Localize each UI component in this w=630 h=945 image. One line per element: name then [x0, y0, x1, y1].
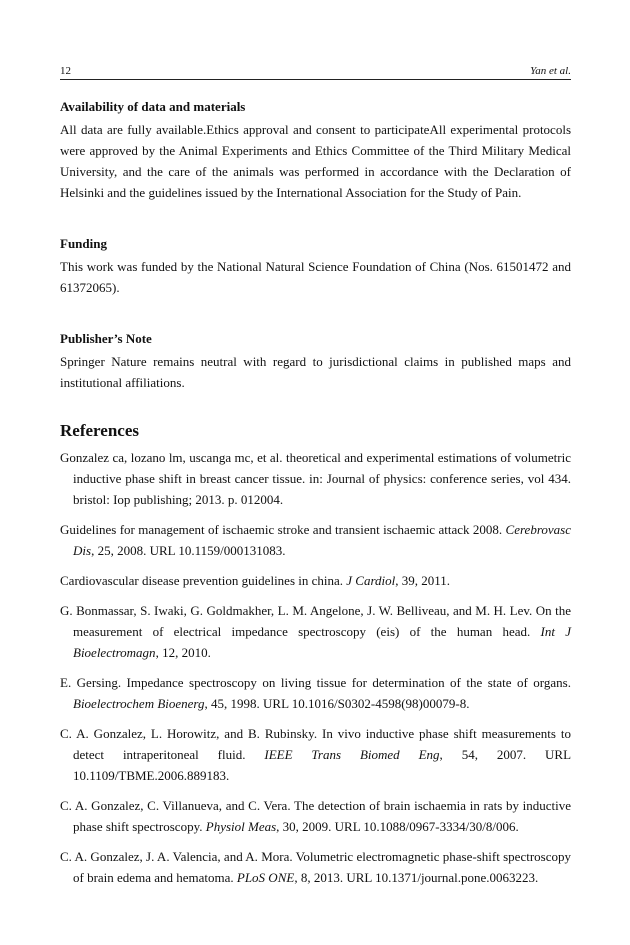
section-paragraph: This work was funded by the National Natural Science Foundation of China (Nos. 61501472 and 61372065). [60, 259, 571, 295]
reference-journal: IEEE Trans Biomed Eng [264, 747, 440, 762]
section-gap [60, 393, 571, 419]
section-availability [60, 97, 571, 203]
running-head [60, 64, 571, 80]
running-author: Yan et al. [530, 65, 571, 77]
section-heading: Publisher’s Note [60, 331, 152, 346]
reference-text: C. A. Gonzalez, C. Villanueva, and C. Vera. The detection of brain ischaemia in rats by inductive phase shift spectroscopy. [60, 798, 571, 834]
section-funding [60, 234, 571, 298]
reference-item [60, 447, 571, 510]
section-paragraph: Springer Nature remains neutral with regard to jurisdictional claims in published maps and institutional affiliations. [60, 354, 571, 390]
reference-journal: Cerebrovasc Dis [73, 522, 571, 558]
reference-item [60, 570, 571, 591]
section-heading: Funding [60, 236, 107, 251]
reference-item [60, 846, 571, 888]
reference-details: , 30, 2009. URL 10.1088/0967-3334/30/8/006. [276, 819, 519, 834]
reference-item [60, 795, 571, 837]
reference-item [60, 672, 571, 714]
reference-text: C. A. Gonzalez, J. A. Valencia, and A. Mora. Volumetric electromagnetic phase-shift spectroscopy of brain edema and hematoma. [60, 849, 571, 885]
section-heading: Availability of data and materials [60, 99, 246, 114]
section-gap [60, 203, 571, 234]
reference-details: , 25, 2008. URL 10.1159/000131083. [91, 543, 286, 558]
reference-text: Guidelines for management of ischaemic stroke and transient ischaemic attack 2008. [60, 522, 506, 537]
reference-item [60, 723, 571, 786]
reference-text: Cardiovascular disease prevention guidelines in china. [60, 573, 347, 588]
reference-details: , 54, 2007. URL 10.1109/TBME.2006.889183. [73, 747, 572, 783]
references-section [60, 419, 571, 888]
reference-journal: PLoS ONE [236, 870, 295, 885]
reference-details: , 12, 2010. [155, 645, 211, 660]
section-gap [60, 298, 571, 329]
references-heading: References [60, 421, 139, 440]
reference-journal: Bioelectrochem Bioenerg [73, 696, 205, 711]
section-publishers-note [60, 329, 571, 393]
reference-text: C. A. Gonzalez, L. Horowitz, and B. Rubinsky. In vivo inductive phase shift measurements to detect intraperitoneal fluid. [60, 726, 571, 762]
reference-journal: Int J Bioelectromagn [73, 624, 571, 660]
reference-item [60, 600, 571, 663]
reference-text: Gonzalez ca, lozano lm, uscanga mc, et al. theoretical and experimental estimations of volumetric inductive phase shift in breast cancer tissue. in: Journal of physics: conference series, vol 434. bristol: Iop publishing; 2013. p. 012004. [60, 450, 571, 507]
reference-details: , 8, 2013. URL 10.1371/journal.pone.0063223. [294, 870, 539, 885]
section-paragraph: All data are fully available.Ethics approval and consent to participateAll experimental protocols were approved by the Animal Experiments and Ethics Committee of the Third Military Medical University, and the care of the animals was performed in accordance with the Declaration of Helsinki and the guidelines issued by the International Association for the Study of Pain. [60, 122, 571, 200]
reference-details: , 45, 1998. URL 10.1016/S0302-4598(98)00079-8. [204, 696, 470, 711]
reference-text: E. Gersing. Impedance spectroscopy on living tissue for determination of the state of organs. [60, 675, 571, 690]
reference-details: , 39, 2011. [395, 573, 451, 588]
reference-journal: Physiol Meas [205, 819, 277, 834]
reference-text: G. Bonmassar, S. Iwaki, G. Goldmakher, L. M. Angelone, J. W. Belliveau, and M. H. Lev. On the measurement of electrical impedance spectroscopy (eis) of the human head. [60, 603, 571, 639]
page-content [60, 97, 571, 897]
reference-journal: J Cardiol [346, 573, 396, 588]
reference-item [60, 519, 571, 561]
page-number: 12 [60, 65, 71, 77]
header-rule [60, 79, 571, 80]
